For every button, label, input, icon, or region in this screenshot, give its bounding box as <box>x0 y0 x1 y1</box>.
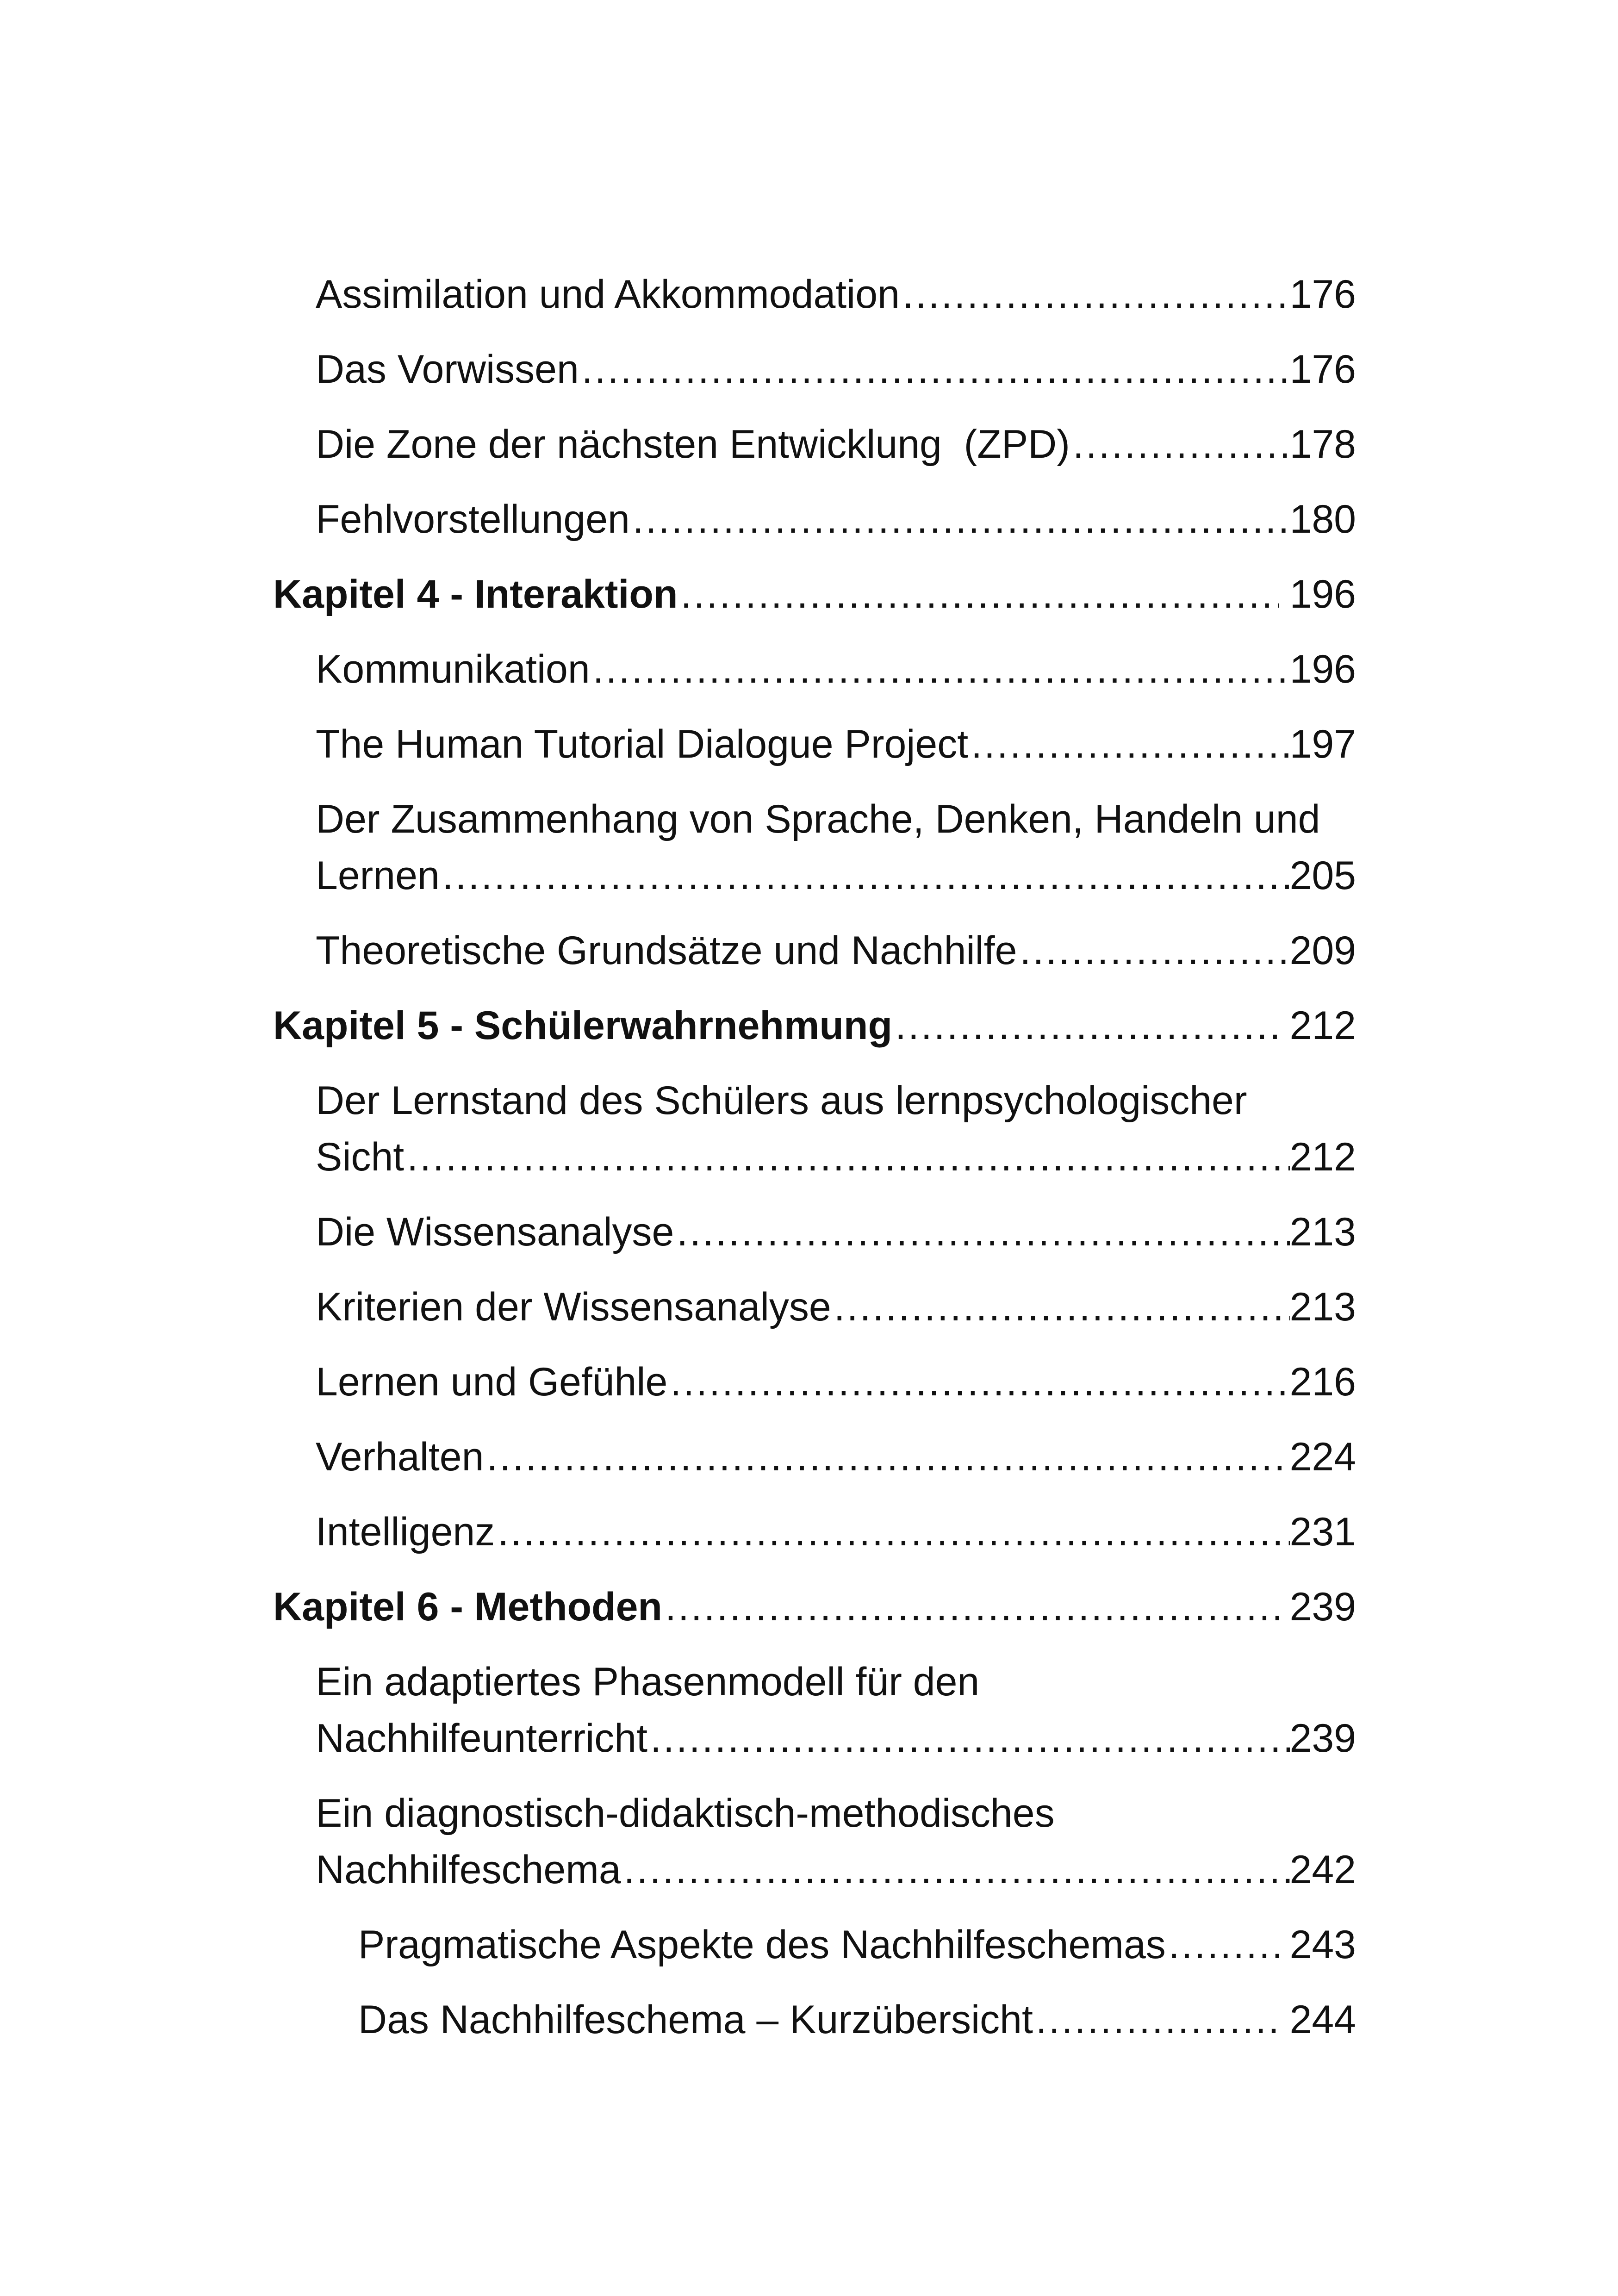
toc-entry-page: 205 <box>1289 853 1356 898</box>
toc-entry-page: 180 <box>1289 497 1356 541</box>
toc-entry-title: Kommunikation <box>316 647 590 691</box>
toc-entry[interactable] <box>273 791 1356 904</box>
toc-entry-page: 224 <box>1289 1435 1356 1479</box>
toc-chapter-title: Kapitel 6 - Methoden <box>273 1585 662 1629</box>
dot-leader <box>1166 1916 1279 1973</box>
toc-entry-title: Assimilation und Akkommodation <box>316 272 900 317</box>
toc-entry-page: 213 <box>1289 1285 1356 1329</box>
toc-chapter-title: Kapitel 4 - Interaktion <box>273 572 678 616</box>
toc-entry-title: Intelligenz <box>316 1510 495 1554</box>
dot-leader <box>892 997 1279 1054</box>
toc-entry-page: 216 <box>1289 1360 1356 1404</box>
toc-entry-title: Das Vorwissen <box>316 347 579 392</box>
toc-entry-last-line <box>316 1842 1356 1898</box>
dot-leader <box>440 847 1290 904</box>
toc-entry-last-line <box>316 1710 1356 1767</box>
dot-leader <box>968 716 1289 772</box>
table-of-contents <box>273 266 1356 2066</box>
toc-entry[interactable] <box>273 1785 1356 1898</box>
dot-leader <box>404 1129 1289 1185</box>
toc-entry-page: 209 <box>1289 928 1356 973</box>
toc-entry-last-line <box>316 847 1356 904</box>
toc-chapter-title: Kapitel 5 - Schülerwahrnehmung <box>273 1003 892 1048</box>
dot-leader <box>662 1579 1279 1635</box>
toc-entry[interactable] <box>273 1072 1356 1185</box>
toc-entry[interactable] <box>273 1429 1356 1485</box>
dot-leader <box>484 1429 1289 1485</box>
toc-chapter-entry[interactable] <box>273 566 1356 622</box>
toc-chapter-page: 196 <box>1289 572 1356 616</box>
toc-subentry-title: Pragmatische Aspekte des Nachhilfeschemas <box>358 1923 1166 1967</box>
toc-entry-page: 213 <box>1289 1210 1356 1254</box>
toc-entry-title: Die Zone der nächsten Entwicklung (ZPD) <box>316 422 1070 467</box>
toc-entry-title: Theoretische Grundsätze und Nachhilfe <box>316 928 1017 973</box>
toc-entry-page: 231 <box>1289 1510 1356 1554</box>
toc-entry-page: 196 <box>1289 647 1356 691</box>
toc-entry[interactable] <box>273 266 1356 323</box>
dot-leader <box>674 1204 1289 1260</box>
toc-entry-title-line1: Ein adaptiertes Phasenmodell für den <box>316 1660 980 1704</box>
toc-entry[interactable] <box>273 491 1356 548</box>
toc-subentry-page: 243 <box>1289 1923 1356 1967</box>
dot-leader <box>647 1710 1289 1767</box>
toc-entry-title: The Human Tutorial Dialogue Project <box>316 722 969 766</box>
toc-entry-page: 197 <box>1289 722 1356 766</box>
toc-entry[interactable] <box>273 1504 1356 1560</box>
toc-entry[interactable] <box>273 1204 1356 1260</box>
dot-leader <box>590 641 1290 697</box>
toc-chapter-entry[interactable] <box>273 997 1356 1054</box>
dot-leader <box>495 1504 1289 1560</box>
toc-entry[interactable] <box>273 341 1356 398</box>
toc-entry-title: Fehlvorstellungen <box>316 497 630 541</box>
toc-chapter-page: 212 <box>1289 1003 1356 1048</box>
dot-leader <box>1017 922 1289 979</box>
dot-leader <box>1070 416 1290 473</box>
toc-entry[interactable] <box>273 922 1356 979</box>
toc-entry-page: 242 <box>1289 1848 1356 1892</box>
toc-entry-title-line2: Nachhilfeschema <box>316 1848 621 1892</box>
toc-entry-page: 239 <box>1289 1716 1356 1761</box>
toc-entry-title: Die Wissensanalyse <box>316 1210 674 1254</box>
toc-entry-title-line1: Der Lernstand des Schülers aus lernpsychologischer <box>316 1078 1247 1123</box>
toc-entry[interactable] <box>273 416 1356 473</box>
toc-entry-title-line1: Der Zusammenhang von Sprache, Denken, Handeln und <box>316 797 1320 841</box>
toc-entry[interactable] <box>273 716 1356 772</box>
toc-entry-page: 176 <box>1289 347 1356 392</box>
toc-entry-page: 176 <box>1289 272 1356 317</box>
toc-subentry[interactable] <box>273 1991 1356 2048</box>
dot-leader <box>1033 1991 1279 2048</box>
dot-leader <box>831 1279 1290 1335</box>
toc-entry-title-line2: Nachhilfeunterricht <box>316 1716 648 1761</box>
toc-entry-title-line2: Lernen <box>316 853 440 898</box>
toc-subentry-page: 244 <box>1289 1997 1356 2042</box>
dot-leader <box>667 1354 1289 1410</box>
toc-entry[interactable] <box>273 641 1356 697</box>
toc-entry-title-line1: Ein diagnostisch-didaktisch-methodisches <box>316 1791 1055 1836</box>
toc-entry[interactable] <box>273 1654 1356 1767</box>
toc-entry-page: 178 <box>1289 422 1356 467</box>
toc-entry-page: 212 <box>1289 1135 1356 1179</box>
toc-entry[interactable] <box>273 1354 1356 1410</box>
dot-leader <box>678 566 1279 622</box>
toc-entry-last-line <box>316 1129 1356 1185</box>
toc-entry[interactable] <box>273 1279 1356 1335</box>
toc-chapter-page: 239 <box>1289 1585 1356 1629</box>
dot-leader <box>900 266 1290 323</box>
toc-subentry-title: Das Nachhilfeschema – Kurzübersicht <box>358 1997 1033 2042</box>
toc-entry-title: Kriterien der Wissensanalyse <box>316 1285 831 1329</box>
toc-entry-title: Lernen und Gefühle <box>316 1360 668 1404</box>
toc-entry-title-line2: Sicht <box>316 1135 404 1179</box>
toc-entry-title: Verhalten <box>316 1435 484 1479</box>
dot-leader <box>579 341 1290 398</box>
toc-subentry[interactable] <box>273 1916 1356 1973</box>
toc-chapter-entry[interactable] <box>273 1579 1356 1635</box>
dot-leader <box>630 491 1290 548</box>
dot-leader <box>621 1842 1290 1898</box>
